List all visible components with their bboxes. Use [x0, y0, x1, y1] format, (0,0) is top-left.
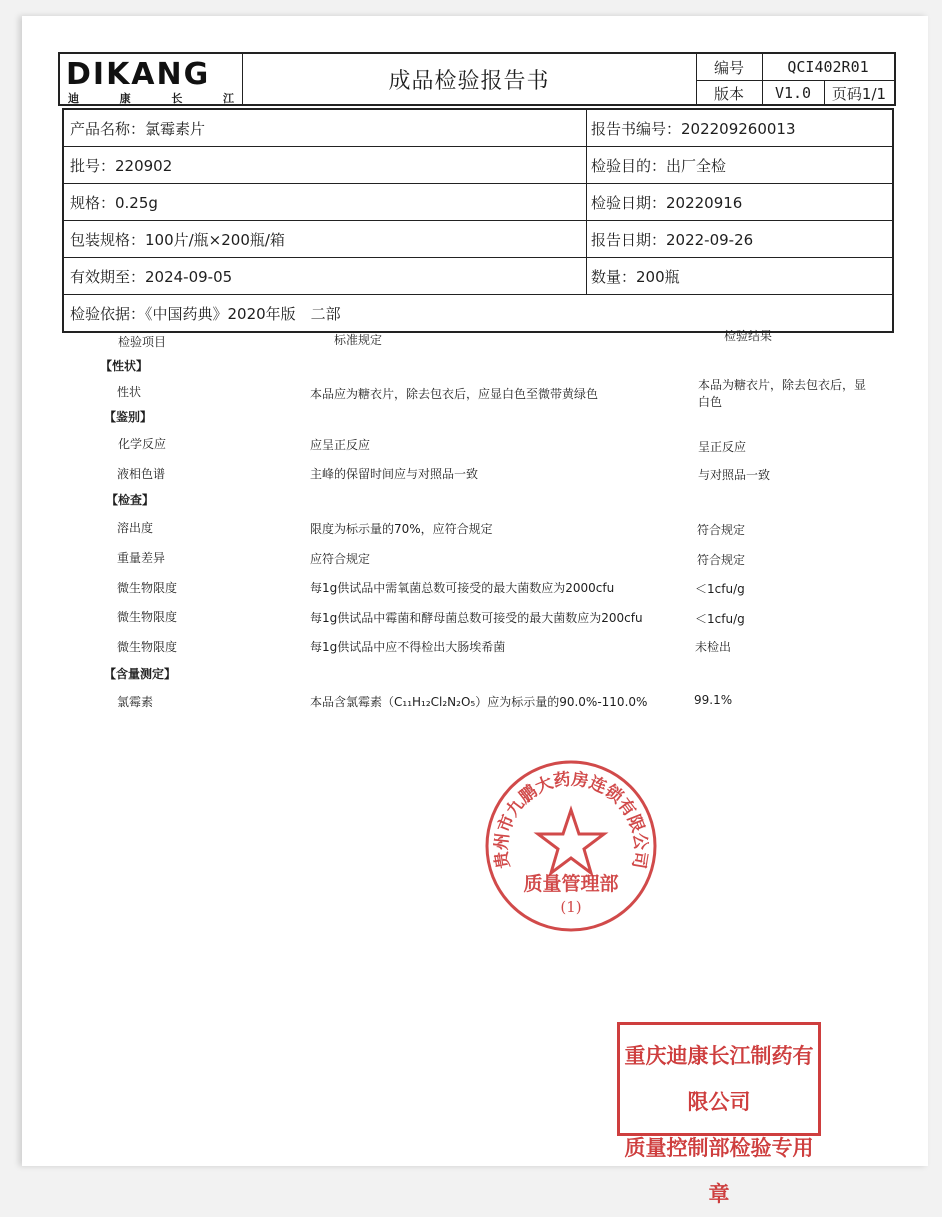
page-number: 页码1/1	[831, 84, 887, 103]
logo-sub-char: 江	[222, 92, 234, 105]
expiry-date: 有效期至：2024-09-05	[70, 267, 233, 286]
row-standard: 每1g供试品中霉菌和酵母菌总数可接受的最大菌数应为200cfu	[310, 611, 643, 625]
report-title: 成品检验报告书	[242, 54, 697, 104]
seal-outer-text: 贵州市九鹏大药房连锁有限公司	[491, 769, 651, 870]
row-item: 性状	[117, 385, 142, 399]
row-result: 与对照品一致	[698, 468, 771, 482]
product-name: 产品名称：氯霉素片	[70, 119, 206, 138]
row-standard: 本品含氯霉素（C₁₁H₁₂Cl₂N₂O₅）应为标示量的90.0%-110.0%	[310, 695, 648, 709]
row-item: 溶出度	[117, 521, 154, 535]
section-character: 【性状】	[100, 359, 149, 373]
row-result: ＜1cfu/g	[695, 612, 745, 626]
section-assay: 【含量测定】	[104, 667, 177, 681]
round-company-seal	[483, 758, 659, 934]
code-label: 编号	[696, 54, 763, 80]
header-meta	[696, 54, 894, 104]
report-header	[58, 52, 896, 106]
row-item: 氯霉素	[117, 695, 154, 709]
rect-seal-line1: 重庆迪康长江制药有限公司	[624, 1043, 814, 1114]
section-identification: 【鉴别】	[104, 410, 153, 424]
batch-number: 批号：220902	[70, 156, 173, 175]
logo-subtitle	[68, 90, 234, 106]
version-value: V1.0	[762, 80, 825, 106]
test-date: 检验日期：20220916	[586, 184, 742, 220]
rectangular-qc-seal	[617, 1022, 821, 1206]
rect-seal-line2: 质量控制部检验专用章	[624, 1135, 814, 1206]
packing-spec: 包装规格：100片/瓶×200瓶/箱	[70, 230, 285, 249]
company-logo	[60, 54, 243, 104]
row-result: 99.1%	[694, 693, 733, 707]
row-standard: 每1g供试品中需氧菌总数可接受的最大菌数应为2000cfu	[310, 581, 615, 595]
row-standard: 应符合规定	[310, 552, 371, 566]
column-header-result: 检验结果	[724, 329, 773, 343]
row-standard: 本品应为糖衣片，除去包衣后，应显白色至微带黄绿色	[310, 387, 599, 401]
row-item: 微生物限度	[117, 610, 178, 624]
seal-inner-text: 质量管理部	[523, 873, 619, 895]
row-standard: 主峰的保留时间应与对照品一致	[310, 467, 479, 481]
row-result-continued: 白色	[698, 395, 723, 409]
row-result: 未检出	[695, 640, 732, 654]
logo-sub-char: 迪	[68, 92, 79, 105]
row-standard: 每1g供试品中应不得检出大肠埃希菌	[310, 640, 506, 654]
code-value: QCI402R01	[787, 58, 869, 76]
row-result: 符合规定	[697, 553, 746, 567]
seal-number: (1)	[560, 898, 582, 916]
specification: 规格：0.25g	[70, 193, 158, 212]
logo-sub-char: 长	[171, 92, 183, 105]
row-item: 微生物限度	[117, 640, 178, 654]
test-basis: 检验依据：《中国药典》2020年版 二部	[70, 304, 341, 323]
row-item: 微生物限度	[117, 581, 178, 595]
report-date: 报告日期：2022-09-26	[586, 221, 753, 257]
star-icon	[538, 810, 604, 873]
logo-brand: DIKANG	[66, 57, 211, 92]
row-item: 液相色谱	[117, 467, 166, 481]
row-result: 本品为糖衣片，除去包衣后，显	[698, 378, 867, 392]
product-info-table	[62, 108, 894, 333]
column-header-standard: 标准规定	[334, 333, 383, 347]
version-label: 版本	[696, 80, 763, 106]
quantity: 数量：200瓶	[586, 258, 680, 294]
section-inspection: 【检查】	[106, 493, 155, 507]
report-number: 报告书编号：202209260013	[586, 110, 796, 146]
column-header-item: 检验项目	[118, 335, 167, 349]
row-result: 呈正反应	[698, 440, 747, 454]
test-purpose: 检验目的：出厂全检	[586, 147, 726, 183]
row-result: ＜1cfu/g	[695, 582, 745, 596]
row-result: 符合规定	[697, 523, 746, 537]
row-item: 化学反应	[118, 437, 167, 451]
row-standard: 限度为标示量的70%，应符合规定	[310, 522, 493, 536]
row-item: 重量差异	[117, 551, 166, 565]
row-standard: 应呈正反应	[310, 438, 371, 452]
logo-sub-char: 康	[119, 92, 131, 105]
